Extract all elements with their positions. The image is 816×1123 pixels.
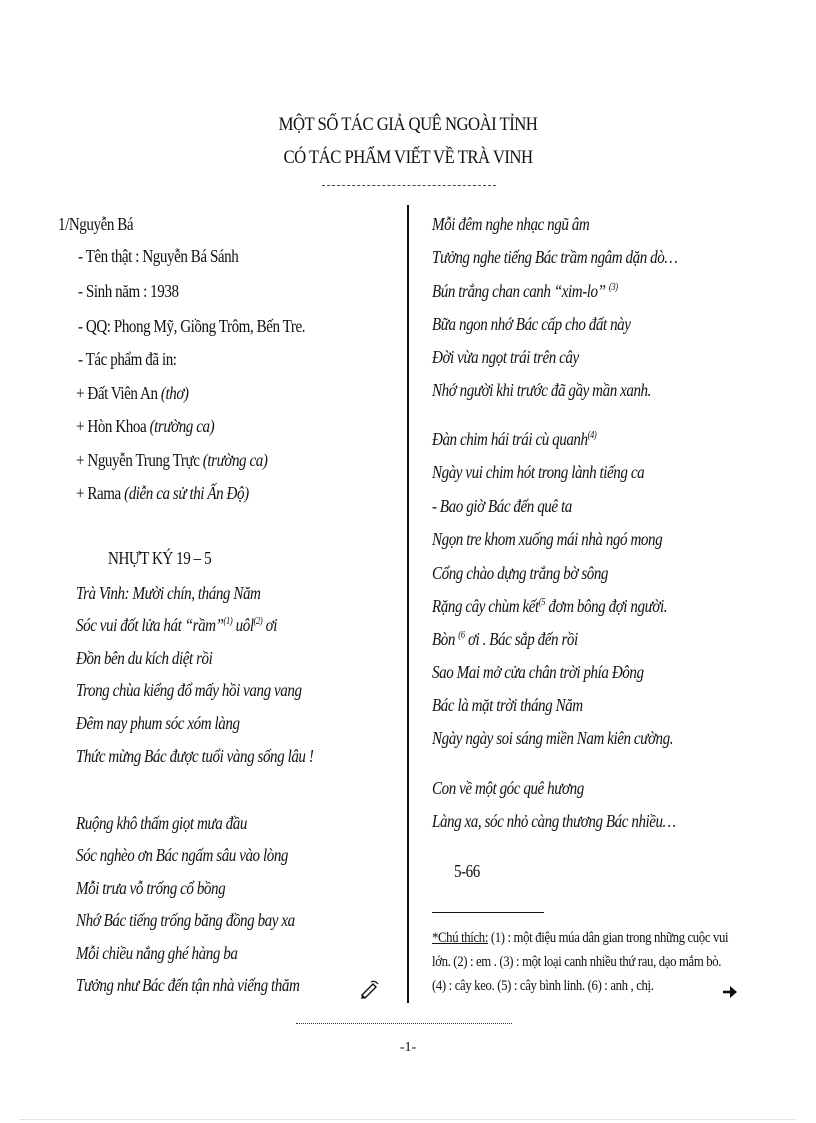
author-heading: 1/Nguyễn Bá (58, 214, 134, 234)
poem-line: Ruộng khô thấm giọt mưa đầu (76, 813, 247, 833)
poem-line-text: ơi . Bác sắp đến rồi (464, 629, 578, 649)
poem-line-text: Sóc vui đốt lửa hát “rầm” (76, 615, 224, 635)
bottom-rule (296, 1023, 512, 1024)
poem-line: Ngày ngày soi sáng miền Nam kiên cường. (432, 728, 674, 748)
poem-line-text: Đàn chim hái trái cù quanh (432, 429, 588, 449)
poem-line: Trà Vinh: Mười chín, tháng Năm (76, 583, 261, 603)
footnote-ref: (2) (253, 616, 263, 628)
author-detail: - Tên thật : Nguyễn Bá Sánh (78, 246, 239, 266)
title-separator (322, 185, 496, 186)
poem-line-text: Rặng cây chùm kết (432, 596, 539, 616)
poem-line: Bác là mặt trời tháng Năm (432, 695, 583, 715)
poem-line: Con về một góc quê hương (432, 778, 584, 798)
work-genre: (trường ca) (149, 416, 215, 436)
footnote-rule (432, 912, 544, 913)
poem-line: Nhớ Bác tiếng trống băng đồng bay xa (76, 910, 295, 930)
poem-line: Đêm nay phum sóc xóm làng (76, 713, 240, 733)
author-detail: - Tác phẩm đã in: (78, 349, 177, 369)
work-item (76, 450, 267, 471)
work-genre: (thơ) (160, 383, 189, 403)
poem-line (432, 629, 578, 650)
footnote-ref: (1) (223, 616, 233, 628)
poem-line: Thức mừng Bác được tuổi vàng sống lâu ! (76, 746, 314, 766)
poem-line: Làng xa, sóc nhỏ càng thương Bác nhiều… (432, 811, 676, 831)
page-edge (20, 1119, 796, 1120)
work-genre: (diễn ca sử thi Ấn Độ) (124, 483, 249, 503)
poem-line-text: uôl (232, 615, 254, 635)
work-name: + Rama (76, 483, 125, 503)
footnote-line: lớn. (2) : em . (3) : một loại canh nhiều thứ rau, dạo mắm bò. (432, 954, 722, 970)
poem-line (432, 281, 618, 302)
poem-line-text: Bòn (432, 629, 455, 649)
poem-line (432, 596, 667, 617)
poem-line: Ngày vui chim hót trong lành tiếng ca (432, 462, 645, 482)
work-genre: (trường ca) (202, 450, 268, 470)
poem-date: 5-66 (454, 861, 480, 881)
work-item (76, 416, 214, 437)
right-arrow-icon (722, 985, 738, 999)
poem-line: Tưởng như Bác đến tận nhà viếng thăm (76, 975, 300, 995)
work-name: + Đất Viên An (76, 383, 161, 403)
document-title-line1: MỘT SỐ TÁC GIẢ QUÊ NGOÀI TỈNH (278, 114, 538, 135)
work-item (76, 483, 249, 504)
work-name: + Nguyễn Trung Trực (76, 450, 203, 470)
poem-line: Tưởng nghe tiếng Bác trầm ngâm dặn dò… (432, 247, 678, 267)
poem-line-text: đơm bông đợi người. (545, 596, 668, 616)
footnote-text: (1) : một điệu múa dân gian trong những cuộc vui (488, 930, 729, 946)
poem-line: Mỗi trưa vỗ trống cổ bồng (76, 878, 226, 898)
poem-line-text: Bún trắng chan canh “xim-lo” (432, 281, 606, 301)
poem-line: Sóc nghèo ơn Bác ngấm sâu vào lòng (76, 845, 289, 865)
author-detail: - Sinh năm : 1938 (78, 281, 179, 301)
footnote-line: (4) : cây keo. (5) : cây bình linh. (6) : anh , chị. (432, 978, 654, 994)
work-item (76, 383, 189, 404)
poem-line: Trong chùa kiểng đổ mấy hồi vang vang (76, 680, 302, 700)
page-number: -1- (399, 1040, 417, 1055)
poem-line: Đồn bên du kích diệt rồi (76, 648, 213, 668)
poem-line: Ngọn tre khom xuống mái nhà ngó mong (432, 529, 663, 549)
poem-line-text: ơi (262, 615, 278, 635)
poem-line: Đời vừa ngọt trái trên cây (432, 347, 579, 367)
poem-line: Bữa ngon nhớ Bác cấp cho đất này (432, 314, 631, 334)
author-detail: - QQ: Phong Mỹ, Giồng Trôm, Bến Tre. (78, 316, 306, 336)
poem-line: Sao Mai mở cửa chân trời phía Đông (432, 662, 644, 682)
poem-line (432, 429, 596, 450)
footnote-ref: (6 (458, 630, 465, 642)
poem-line: Nhớ người khi trước đã gầy mần xanh. (432, 380, 651, 400)
column-divider (407, 205, 409, 1003)
poem-line: - Bao giờ Bác đến quê ta (432, 496, 572, 516)
poem-title: NHỰT KÝ 19 – 5 (108, 548, 212, 568)
poem-line (76, 615, 277, 636)
footnote-label: *Chú thích: (432, 930, 489, 946)
pen-icon (358, 978, 380, 1000)
poem-line: Mỗi đêm nghe nhạc ngũ âm (432, 214, 590, 234)
work-name: + Hòn Khoa (76, 416, 150, 436)
document-title-line2: CÓ TÁC PHẨM VIẾT VỀ TRÀ VINH (283, 147, 533, 168)
poem-line: Cổng chào dựng trắng bờ sông (432, 563, 609, 583)
footnote-line (432, 926, 780, 950)
poem-line: Mỗi chiều nắng ghé hàng ba (76, 943, 238, 963)
footnote-ref: (5 (538, 597, 546, 609)
footnote-ref: (3) (608, 282, 618, 294)
footnote-ref: (4) (587, 430, 597, 442)
